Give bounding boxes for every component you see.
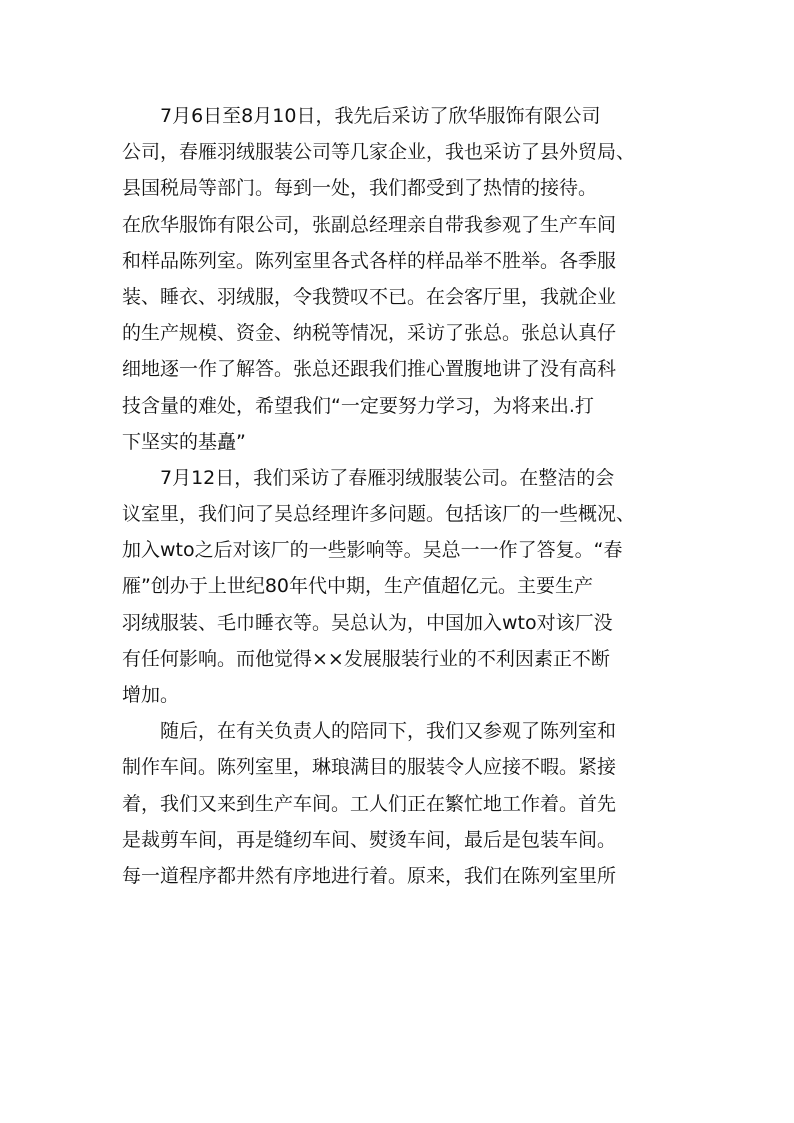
- text-line: 增加。: [122, 684, 180, 706]
- text-line: 每一道程序都井然有序地进行着。原来，我们在陈列室里所: [122, 864, 617, 887]
- text-line: 羽绒服装、毛巾睡衣等。吴总认为，中国加入wto对该厂没: [122, 611, 613, 634]
- text-line: 装、睡衣、羽绒服，令我赞叹不已。在会客厅里，我就企业: [122, 285, 617, 308]
- text-line: 公司，春雁羽绒服装公司等几家企业，我也采访了县外贸局、: [122, 141, 636, 164]
- text-line: 是裁剪车间，再是缝纫车间、熨烫车间，最后是包装车间。: [122, 828, 617, 851]
- text-line: 细地逐一作了解答。张总还跟我们推心置腹地讲了没有高科: [122, 358, 617, 381]
- text-line: 7月12日，我们采访了春雁羽绒服装公司。在整洁的会: [160, 466, 615, 489]
- body-text: [122, 98, 682, 894]
- text-line: 下坚实的基矗”: [122, 430, 246, 453]
- text-line: 制作车间。陈列室里，琳琅满目的服装令人应接不暇。紧接: [122, 756, 617, 779]
- text-line: 在欣华服饰有限公司，张副总经理亲自带我参观了生产车间: [122, 213, 617, 236]
- text-line: 加入wto之后对该厂的一些影响等。吴总一一作了答复。“春: [122, 539, 623, 562]
- text-line: 雁”创办于上世纪80年代中期，生产值超亿元。主要生产: [122, 575, 594, 598]
- text-line: 县国税局等部门。每到一处，我们都受到了热情的接待。: [122, 177, 598, 200]
- text-line: 有任何影响。而他觉得××发展服装行业的不利因素正不断: [122, 647, 610, 670]
- text-line: 7月6日至8月10日，我先后采访了欣华服饰有限公司: [160, 105, 601, 127]
- text-line: 着，我们又来到生产车间。工人们正在繁忙地工作着。首先: [122, 792, 617, 815]
- text-line: 议室里，我们问了吴总经理许多问题。包括该厂的一些概况、: [122, 503, 636, 526]
- text-line: 随后，在有关负责人的陪同下，我们又参观了陈列室和: [160, 720, 617, 743]
- text-line: 和样品陈列室。陈列室里各式各样的样品举不胜举。各季服: [122, 249, 617, 272]
- text-line: 的生产规模、资金、纳税等情况，采访了张总。张总认真仔: [122, 322, 617, 345]
- text-line: 技含量的难处，希望我们“一定要努力学习，为将来出.打: [122, 394, 594, 417]
